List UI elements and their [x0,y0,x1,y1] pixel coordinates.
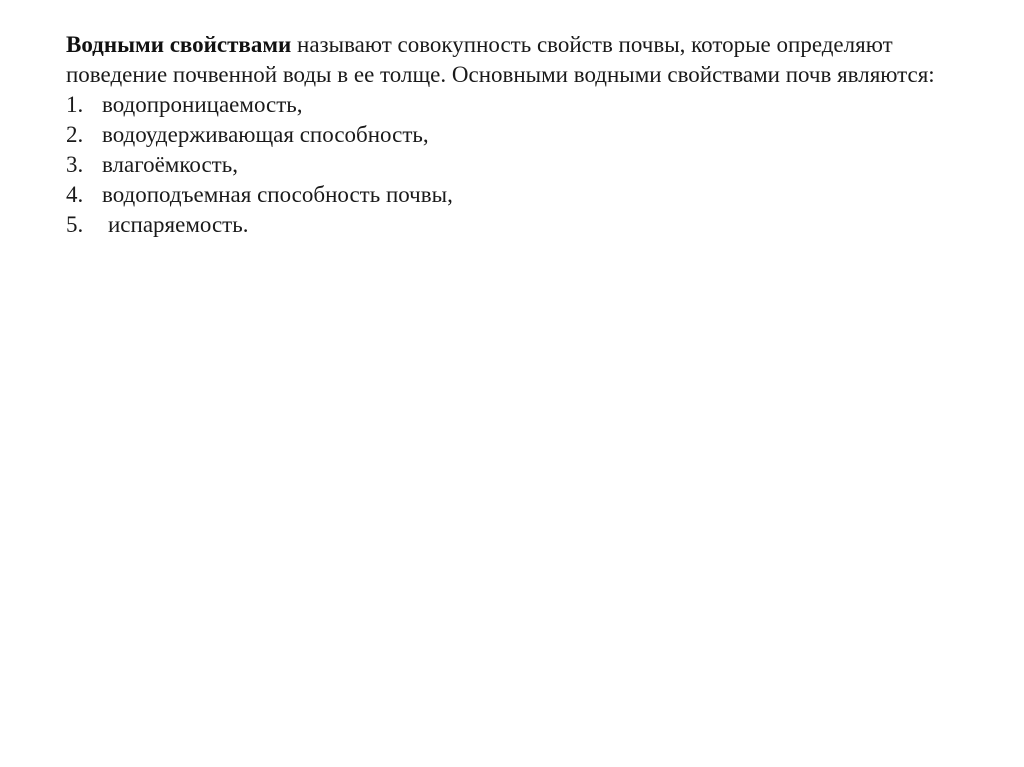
list-item [66,90,996,120]
list-item [66,210,996,240]
list-item [66,120,996,150]
list-item [66,150,996,180]
list-item-number: 3. [66,152,84,177]
list-item-text: влагоёмкость, [102,152,238,177]
list-item-text: испаряемость. [108,212,249,237]
list-item [66,180,996,210]
list-item-number: 1. [66,92,84,117]
list-item-text: водопроницаемость, [102,92,303,117]
text-block [66,30,996,240]
list-item-number: 4. [66,182,84,207]
intro-paragraph [66,30,996,90]
list-item-text: водоудерживающая способность, [102,122,429,147]
list-item-number: 2. [66,122,84,147]
water-properties-list [66,90,996,240]
definition-text: называют совокупность свойств почвы, которые определяют поведение почвенной воды в ее толще. Основными водными свойствами почв являются: [66,32,935,87]
defined-term: Водными свойствами [66,32,292,57]
list-item-number: 5. [66,212,84,237]
list-item-text: водоподъемная способность почвы, [102,182,453,207]
